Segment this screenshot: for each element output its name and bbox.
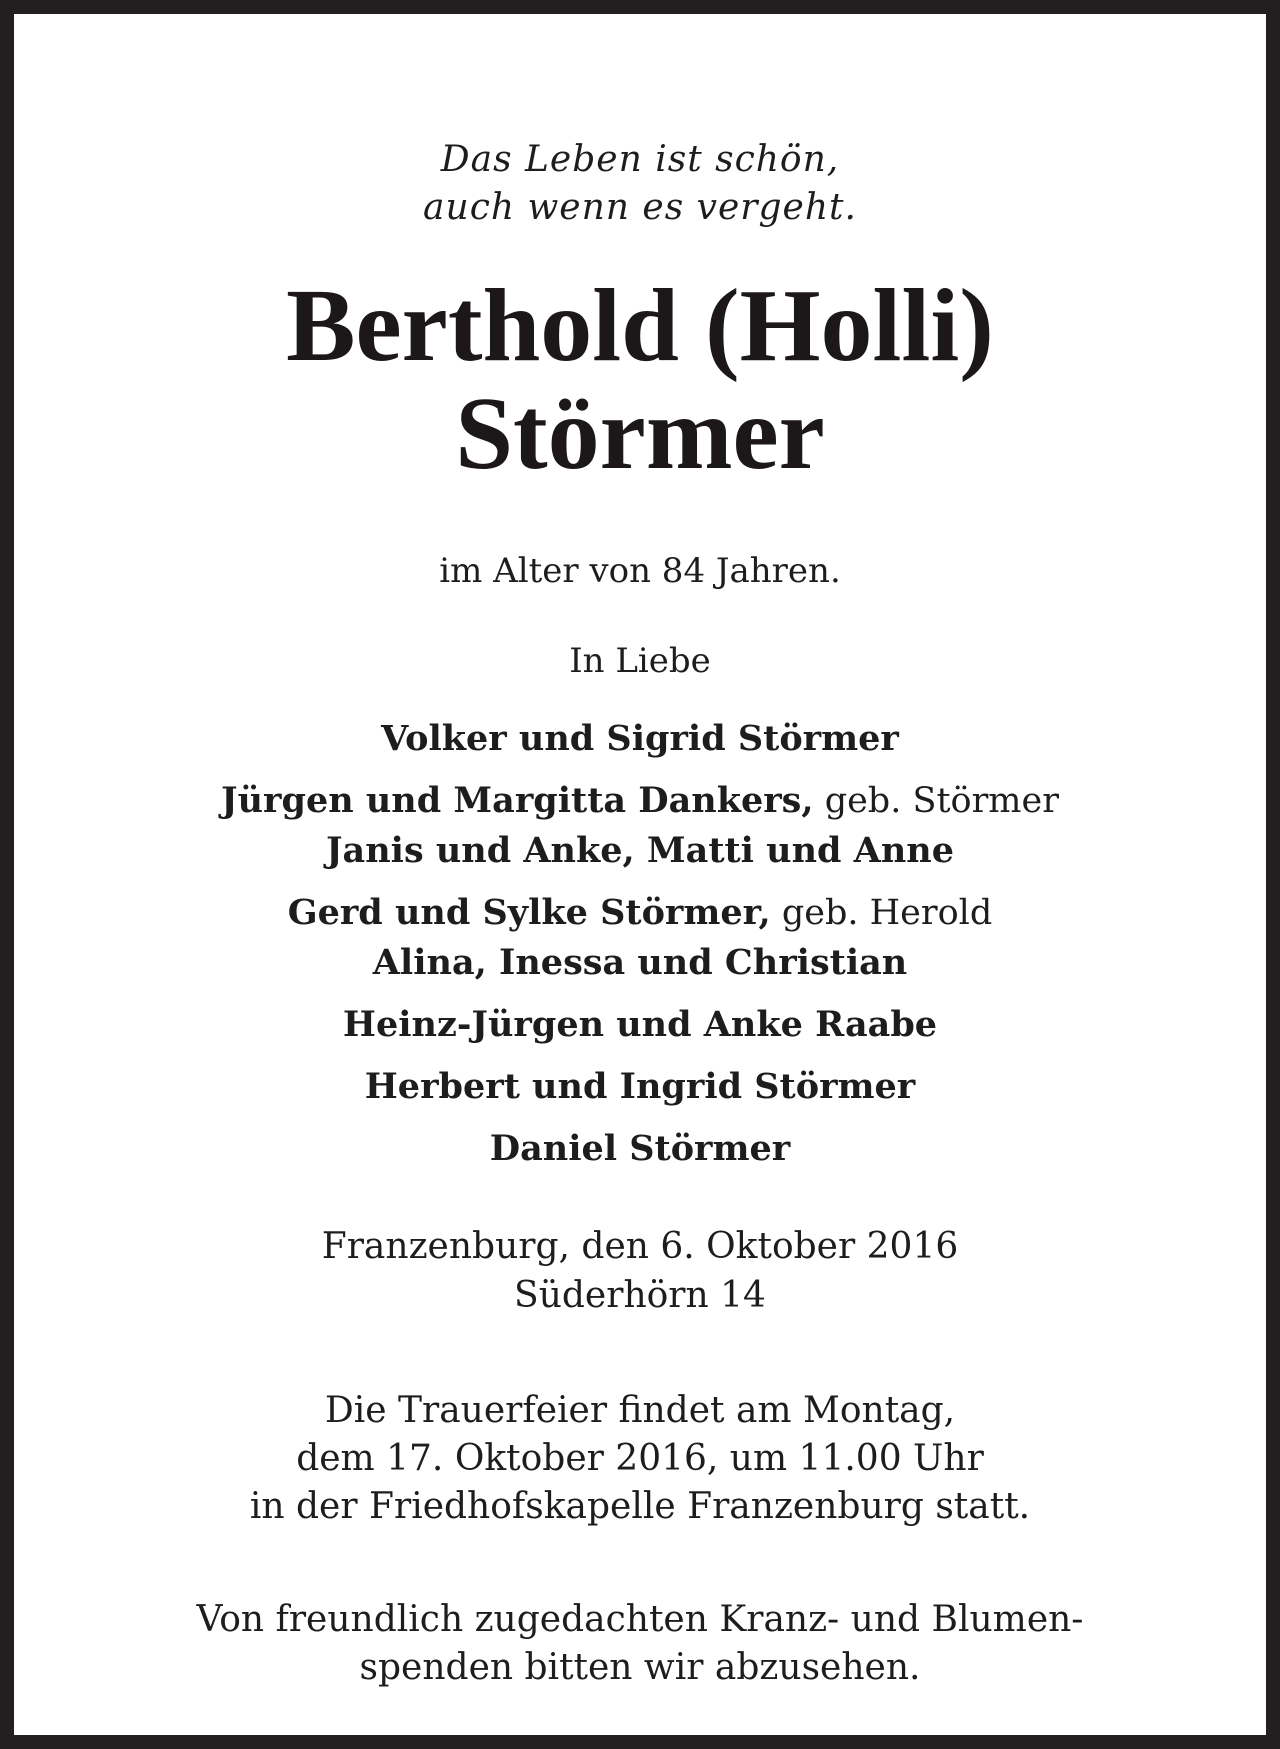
mourner-line bbox=[28, 1124, 1252, 1174]
name-line: Berthold (Holli) bbox=[286, 268, 994, 383]
mourner-name: Heinz-Jürgen und Anke Raabe bbox=[342, 1004, 938, 1045]
mourner-line bbox=[28, 714, 1252, 764]
motto-line: auch wenn es vergeht. bbox=[423, 187, 857, 228]
mourner-name: Volker und Sigrid Störmer bbox=[381, 718, 899, 759]
mourner-name: Alina, Inessa und Christian bbox=[372, 942, 908, 983]
mourner-group bbox=[28, 714, 1252, 764]
mourner-line bbox=[28, 938, 1252, 988]
mourner-line bbox=[28, 1000, 1252, 1050]
in-love-text: In Liebe bbox=[569, 641, 711, 681]
mourner-note: geb. Störmer bbox=[813, 781, 1059, 821]
mourner-line bbox=[28, 826, 1252, 876]
mourners-list bbox=[28, 714, 1252, 1186]
address-line: Süderhörn 14 bbox=[514, 1275, 766, 1316]
mourner-name: Daniel Störmer bbox=[489, 1128, 791, 1169]
mourner-group bbox=[28, 888, 1252, 988]
name-line: Störmer bbox=[455, 376, 825, 491]
deceased-name bbox=[28, 268, 1252, 491]
mourner-group bbox=[28, 776, 1252, 876]
motto bbox=[28, 136, 1252, 232]
service-line: dem 17. Oktober 2016, um 11.00 Uhr bbox=[296, 1438, 984, 1479]
mourner-group bbox=[28, 1124, 1252, 1174]
age-text: im Alter von 84 Jahren. bbox=[439, 551, 841, 591]
mourner-line bbox=[28, 888, 1252, 938]
mourner-group bbox=[28, 1062, 1252, 1112]
mourner-note: geb. Herold bbox=[770, 893, 993, 933]
mourner-name: Gerd und Sylke Störmer, bbox=[287, 892, 771, 933]
closing-line: Von freundlich zugedachten Kranz- und Blumen- bbox=[196, 1599, 1084, 1640]
mourner-name: Herbert und Ingrid Störmer bbox=[364, 1066, 916, 1107]
closing-line: spenden bitten wir abzusehen. bbox=[359, 1647, 921, 1688]
place-date bbox=[28, 1222, 1252, 1320]
mourner-line bbox=[28, 1062, 1252, 1112]
service-line: Die Trauerfeier findet am Montag, bbox=[324, 1390, 956, 1431]
mourner-group bbox=[28, 1000, 1252, 1050]
mourner-line bbox=[28, 776, 1252, 826]
closing-note bbox=[28, 1596, 1252, 1692]
mourner-name: Jürgen und Margitta Dankers, bbox=[221, 780, 814, 821]
service-info bbox=[28, 1387, 1252, 1531]
place-line: Franzenburg, den 6. Oktober 2016 bbox=[321, 1226, 959, 1267]
service-line: in der Friedhofskapelle Franzenburg statt. bbox=[249, 1486, 1031, 1527]
motto-line: Das Leben ist schön, bbox=[440, 139, 840, 180]
mourner-name: Janis und Anke, Matti und Anne bbox=[325, 830, 955, 871]
